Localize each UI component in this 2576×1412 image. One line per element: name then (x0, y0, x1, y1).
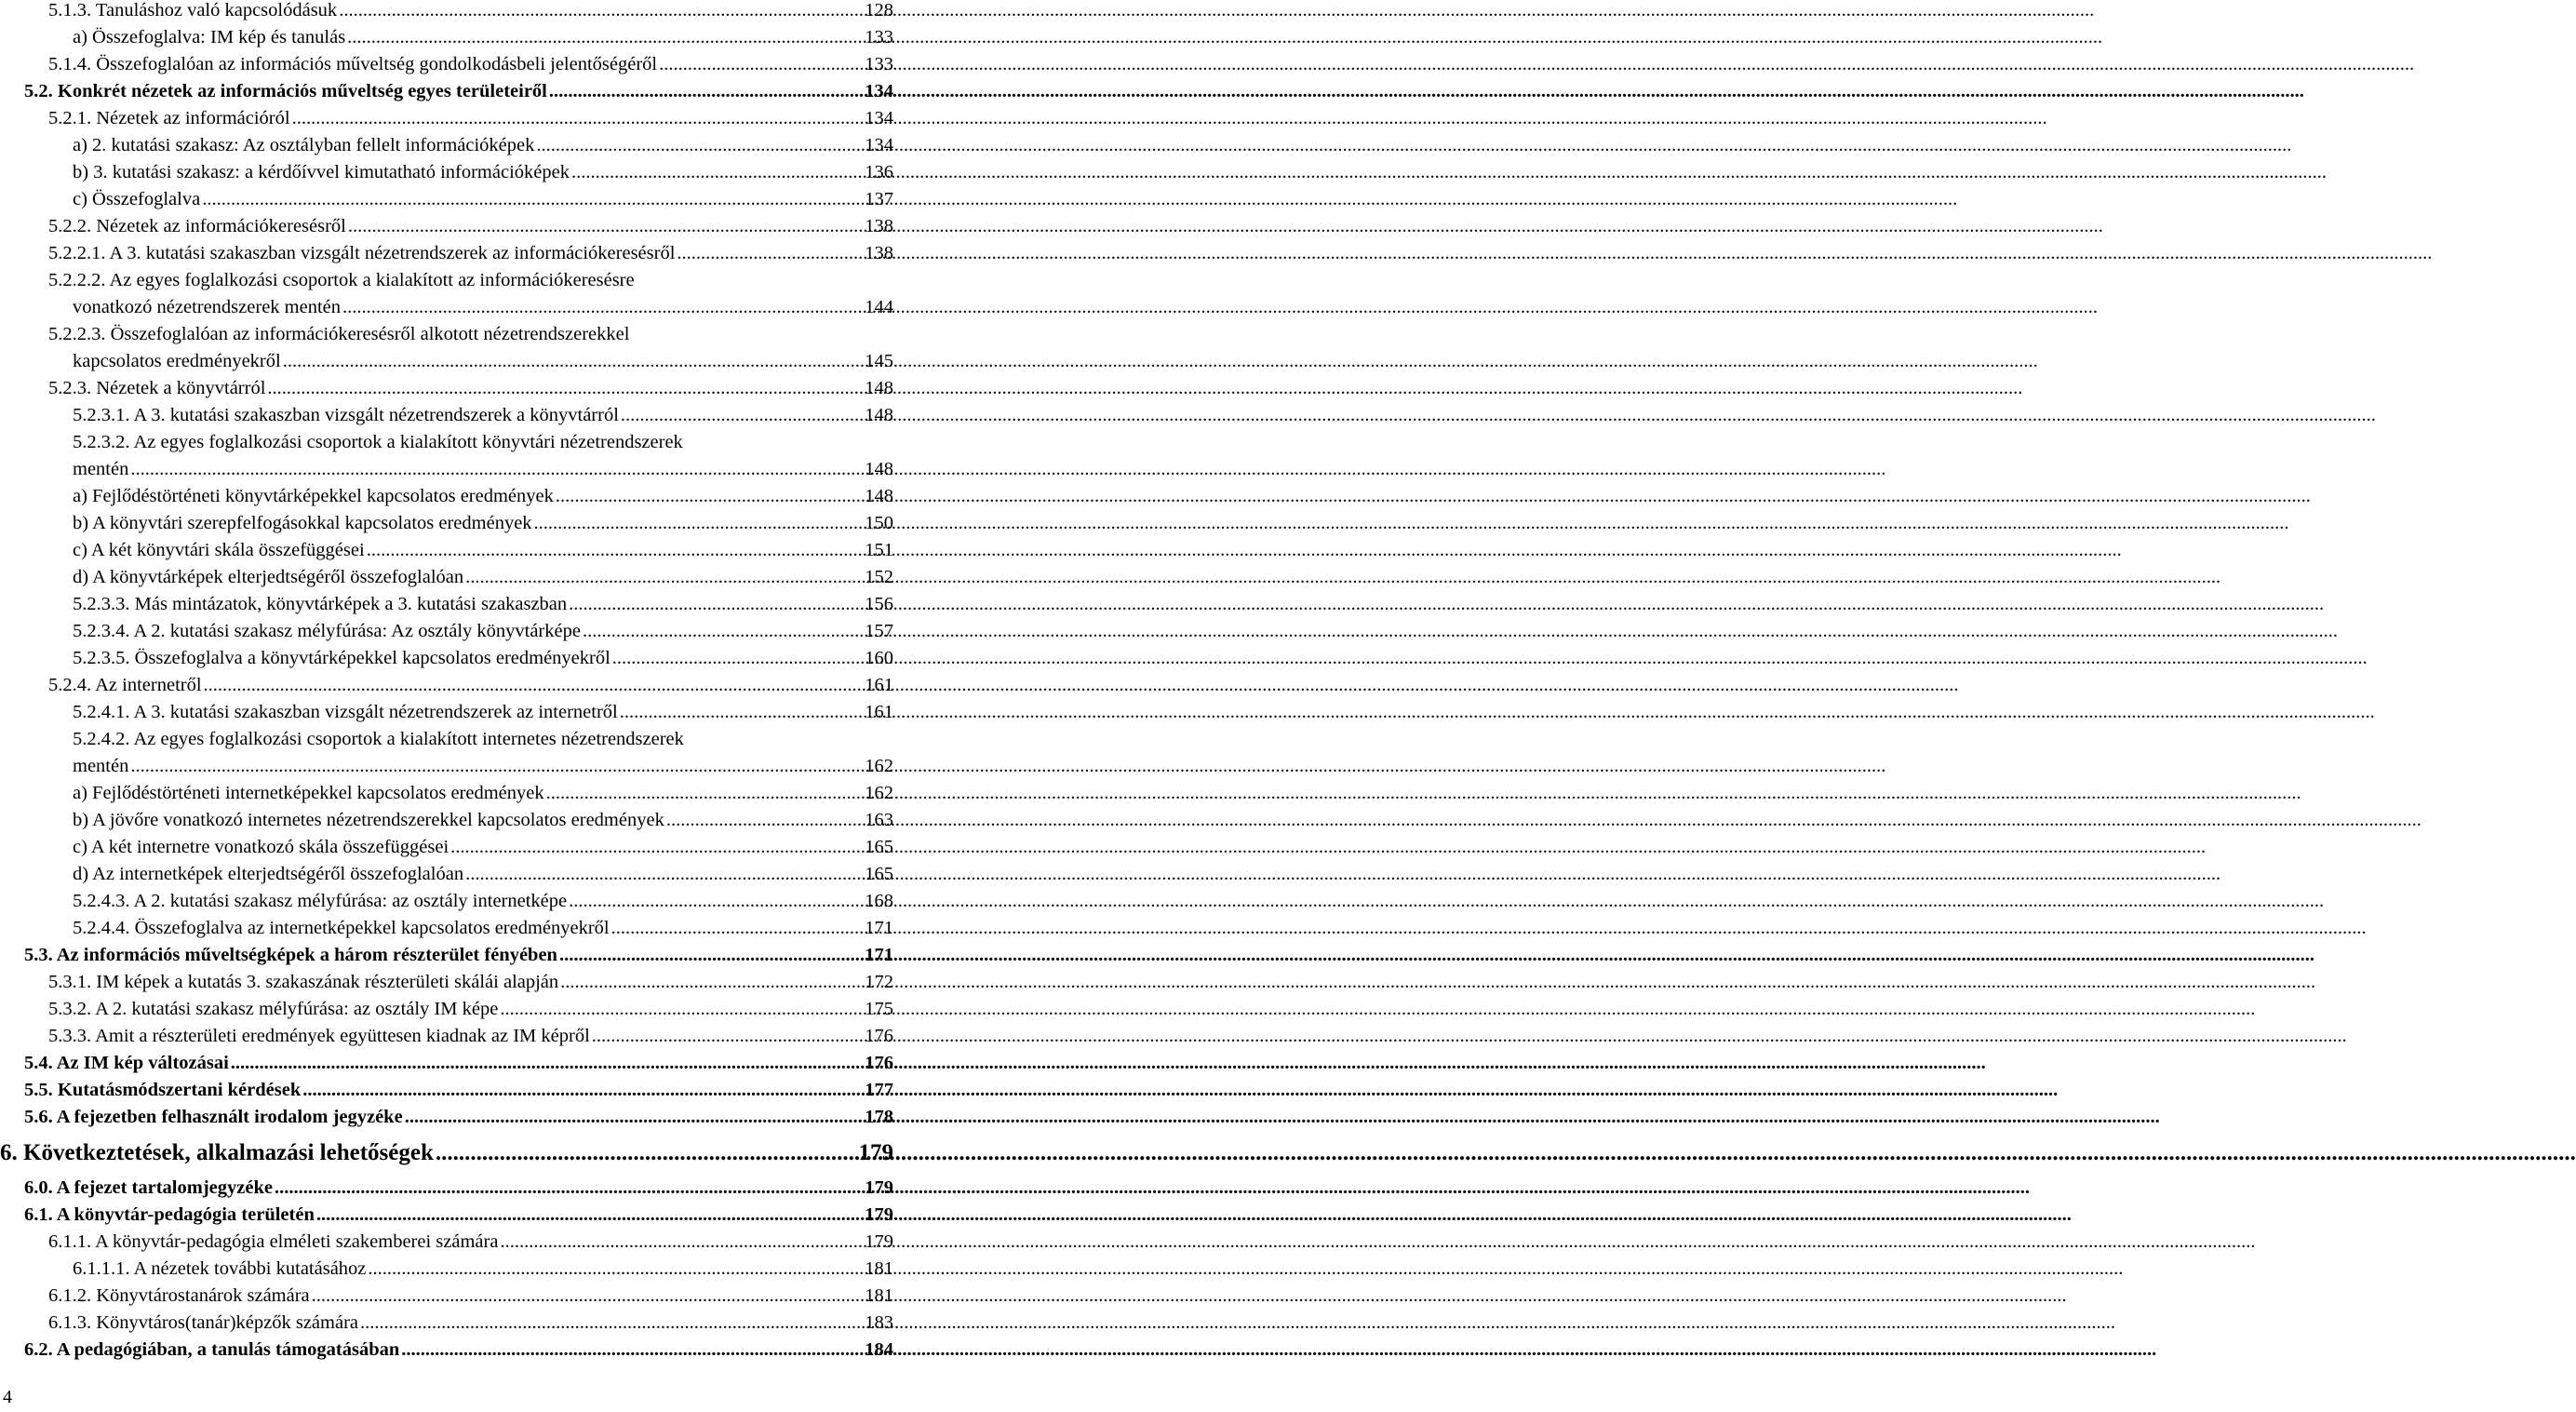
toc-leader-dots (339, 0, 861, 24)
toc-entry[interactable] (73, 24, 893, 51)
toc-leader-dots (569, 888, 861, 915)
toc-page-number: 162 (865, 756, 893, 776)
toc-entry[interactable] (24, 1050, 893, 1077)
toc-leader-dots (571, 159, 861, 186)
toc-leader-dots (130, 753, 861, 780)
toc-page-number: 148 (865, 486, 893, 506)
toc-entry[interactable] (73, 186, 893, 213)
toc-page-number: 165 (865, 864, 893, 884)
toc-entry[interactable] (48, 105, 893, 132)
toc-leader-dots (534, 510, 862, 537)
toc-page-number: 171 (865, 918, 893, 938)
toc-entry-title-continuation: kapcsolatos eredményekről (73, 351, 281, 371)
toc-entry-title: 5.2.3.4. A 2. kutatási szakasz mélyfúrása: Az osztály könyvtárképe (73, 621, 581, 641)
toc-entry-title: 5.2.2.2. Az egyes foglalkozási csoportok a kialakított az információkeresésre (48, 270, 635, 290)
toc-page-number: 151 (865, 540, 893, 560)
toc-entry[interactable] (73, 483, 893, 510)
toc-entry-title: 6.1.1.1. A nézetek további kutatásához (73, 1258, 367, 1279)
toc-leader-dots (267, 375, 861, 402)
toc-entry[interactable] (73, 429, 893, 483)
toc-entry-title: a) Fejlődéstörténeti internetképekkel kapcsolatos eredmények (73, 783, 544, 803)
toc-leader-dots (559, 942, 861, 969)
toc-entry[interactable] (24, 1175, 893, 1202)
toc-entry[interactable] (24, 78, 893, 105)
toc-page-number: 162 (865, 783, 893, 803)
toc-page-number: 175 (865, 999, 893, 1019)
toc-entry-title: 5.4. Az IM kép változásai (24, 1053, 229, 1073)
toc-entry[interactable] (48, 375, 893, 402)
toc-entry[interactable] (73, 159, 893, 186)
toc-entry[interactable] (48, 321, 893, 375)
toc-page-number: 152 (865, 567, 893, 587)
toc-page-number: 148 (865, 378, 893, 398)
toc-leader-dots (283, 348, 862, 375)
toc-entry-title: 5.2.3.2. Az egyes foglalkozási csoportok a kialakított könyvtári nézetrendszerek (73, 432, 683, 452)
toc-page-number: 179 (865, 1231, 893, 1252)
toc-page-number: 134 (865, 135, 893, 155)
toc-entry[interactable] (73, 402, 893, 429)
toc-entry[interactable] (73, 915, 893, 942)
toc-entry-title-continuation: mentén (73, 459, 129, 479)
toc-entry-title: 5.5. Kutatásmódszertani kérdések (24, 1080, 302, 1100)
toc-leader-dots (549, 78, 861, 105)
toc-entry-title: a) Fejlődéstörténeti könyvtárképekkel kapcsolatos eredmények (73, 486, 554, 506)
toc-entry-title: 6.1.1. A könyvtár-pedagógia elméleti szakemberei számára (48, 1231, 499, 1252)
toc-leader-dots (342, 294, 861, 321)
toc-entry-title: c) A két internetre vonatkozó skála összefüggései (73, 837, 449, 857)
toc-entry[interactable] (48, 672, 893, 699)
toc-entry-title: 5.1.4. Összefoglalóan az információs műveltség gondolkodásbeli jelentőségéről (48, 54, 658, 74)
toc-entry-title: 6.1.2. Könyvtárostanárok számára (48, 1285, 310, 1306)
toc-entry[interactable] (73, 510, 893, 537)
toc-leader-dots (611, 915, 862, 942)
toc-leader-dots (620, 699, 862, 726)
toc-page-number: 177 (865, 1080, 893, 1100)
toc-entry-title: 5.2.2.1. A 3. kutatási szakaszban vizsgált nézetrendszerek az információkeresésről (48, 243, 676, 263)
toc-entry-title: a) 2. kutatási szakasz: Az osztályban fellelt információképek (73, 135, 535, 155)
toc-leader-dots (592, 1023, 861, 1050)
toc-leader-dots (405, 1104, 862, 1131)
toc-entry-title: 6.1. A könyvtár-pedagógia területén (24, 1204, 315, 1225)
toc-entry-first-line (48, 321, 893, 348)
toc-page-number: 148 (865, 405, 893, 425)
toc-entry-continuation-line (73, 456, 893, 483)
toc-entry-title: 5.1.3. Tanuláshoz való kapcsolódásuk (48, 0, 338, 20)
toc-entry-title: 5.3.3. Amit a részterületi eredmények együttesen kiadnak az IM képről (48, 1026, 590, 1046)
toc-page-number: 165 (865, 837, 893, 857)
toc-entry[interactable] (48, 240, 893, 267)
toc-leader-dots (348, 213, 861, 240)
toc-leader-dots (302, 1077, 861, 1104)
toc-entry[interactable] (48, 51, 893, 78)
toc-entry-title: 6.2. A pedagógiában, a tanulás támogatásában (24, 1339, 400, 1360)
toc-leader-dots (436, 1138, 855, 1168)
toc-entry-title: 5.2.2.3. Összefoglalóan az információkeresésről alkotott nézetrendszerekkel (48, 324, 630, 344)
toc-entry-title: 5.2.3.5. Összefoglalva a könyvtárképekkel kapcsolatos eredményekről (73, 648, 610, 668)
toc-leader-dots (347, 24, 861, 51)
toc-page-number: 145 (865, 351, 893, 371)
toc-entry-title: 6.1.3. Könyvtáros(tanár)képzők számára (48, 1312, 358, 1333)
toc-leader-dots (659, 51, 861, 78)
toc-entry-title: 5.2.4.3. A 2. kutatási szakasz mélyfúrása: az osztály internetképe (73, 891, 568, 911)
toc-entry-first-line (73, 726, 893, 753)
toc-page-number: 161 (865, 702, 893, 722)
toc-entry-first-line (73, 429, 893, 456)
toc-entry[interactable] (48, 996, 893, 1023)
toc-leader-dots (546, 780, 862, 807)
toc-entry[interactable] (24, 942, 893, 969)
toc-entry[interactable] (73, 861, 893, 888)
toc-page-number: 178 (865, 1107, 893, 1127)
toc-page-number: 157 (865, 621, 893, 641)
toc-entry-title: b) A könyvtári szerepfelfogásokkal kapcsolatos eredmények (73, 513, 532, 533)
toc-entry[interactable] (73, 780, 893, 807)
toc-page-number: 138 (865, 243, 893, 263)
toc-leader-dots (677, 240, 861, 267)
toc-entry-title: b) A jövőre vonatkozó internetes nézetrendszerekkel kapcsolatos eredmények (73, 810, 664, 830)
toc-entry-first-line (48, 267, 893, 294)
toc-entry[interactable] (73, 132, 893, 159)
toc-leader-dots (312, 1283, 862, 1310)
toc-page-number: 171 (865, 945, 893, 965)
toc-entry[interactable] (73, 591, 893, 618)
toc-entry[interactable] (73, 1256, 893, 1283)
toc-leader-dots (368, 1256, 861, 1283)
toc-leader-dots (621, 402, 861, 429)
toc-page-number: 138 (865, 216, 893, 236)
toc-entry[interactable] (73, 888, 893, 915)
toc-page-number: 137 (865, 189, 893, 209)
toc-entry[interactable] (73, 618, 893, 645)
toc-page-number: 179 (858, 1140, 893, 1165)
toc-entry-title: 5.6. A fejezetben felhasznált irodalom jegyzéke (24, 1107, 403, 1127)
toc-entry[interactable] (48, 1283, 893, 1310)
toc-entry[interactable] (48, 0, 893, 24)
toc-entry[interactable] (0, 1138, 893, 1168)
toc-entry-continuation-line (73, 753, 893, 780)
toc-entry-title-continuation: mentén (73, 756, 129, 776)
toc-entry-title: 5.2.2. Nézetek az információkeresésről (48, 216, 346, 236)
toc-leader-dots (500, 996, 861, 1023)
toc-entry-title-continuation: vonatkozó nézetrendszerek mentén (73, 297, 342, 317)
toc-page-number: 133 (865, 54, 893, 74)
toc-entry-title: 5.2.4. Az internetről (48, 675, 202, 695)
toc-page-number: 179 (865, 1204, 893, 1225)
toc-leader-dots (316, 1202, 861, 1229)
toc-entry[interactable] (48, 1229, 893, 1256)
toc-entry[interactable] (73, 726, 893, 780)
toc-page-number: 176 (865, 1053, 893, 1073)
toc-page-number: 183 (865, 1312, 893, 1333)
toc-entry-title: 5.2. Konkrét nézetek az információs műveltség egyes területeiről (24, 81, 547, 101)
toc-entry[interactable] (73, 699, 893, 726)
toc-entry-title: 6. Következtetések, alkalmazási lehetőségek (0, 1140, 434, 1165)
toc-page-number: 163 (865, 810, 893, 830)
toc-entry[interactable] (48, 1310, 893, 1337)
toc-entry-title: 5.2.3.1. A 3. kutatási szakaszban vizsgált nézetrendszerek a könyvtárról (73, 405, 619, 425)
toc-entry[interactable] (24, 1077, 893, 1104)
toc-entry[interactable] (48, 1023, 893, 1050)
toc-entry-title: 5.2.3.3. Más mintázatok, könyvtárképek a 3. kutatási szakaszban (73, 594, 568, 614)
toc-entry[interactable] (48, 267, 893, 321)
toc-page-number: 144 (865, 297, 893, 317)
toc-entry[interactable] (73, 564, 893, 591)
toc-entry[interactable] (73, 807, 893, 834)
toc-page-number: 156 (865, 594, 893, 614)
toc-entry[interactable] (73, 645, 893, 672)
toc-leader-dots (401, 1337, 861, 1364)
toc-entry-continuation-line (73, 294, 893, 321)
toc-entry-title: 5.2.1. Nézetek az információról (48, 108, 290, 128)
toc-entry-title: c) A két könyvtári skála összefüggései (73, 540, 365, 560)
toc-leader-dots (360, 1310, 861, 1337)
toc-entry[interactable] (73, 834, 893, 861)
toc-entry[interactable] (24, 1337, 893, 1364)
toc-entry-title: d) A könyvtárképek elterjedtségéről összefoglalóan (73, 567, 464, 587)
toc-entry[interactable] (73, 537, 893, 564)
toc-leader-dots (666, 807, 861, 834)
toc-page-number: 148 (865, 459, 893, 479)
toc-leader-dots (231, 1050, 861, 1077)
toc-leader-dots (500, 1229, 861, 1256)
toc-page-number: 134 (865, 108, 893, 128)
toc-leader-dots (204, 672, 862, 699)
toc-page-number: 133 (865, 27, 893, 47)
toc-page-number: 181 (865, 1285, 893, 1306)
toc-entry-title: c) Összefoglalva (73, 189, 201, 209)
toc-entry-title: 6.0. A fejezet tartalomjegyzéke (24, 1177, 273, 1198)
toc-page-number: 176 (865, 1026, 893, 1046)
toc-page-number: 161 (865, 675, 893, 695)
toc-page-number: 150 (865, 513, 893, 533)
toc-entry[interactable] (24, 1104, 893, 1131)
page-number: 4 (3, 1387, 12, 1407)
toc-entry-title: d) Az internetképek elterjedtségéről összefoglalóan (73, 864, 464, 884)
toc-entry-title: 5.3.1. IM képek a kutatás 3. szakaszának részterületi skálái alapján (48, 972, 559, 992)
toc-entry[interactable] (48, 213, 893, 240)
toc-entry-title: 5.3. Az információs műveltségképek a három részterület fényében (24, 945, 557, 965)
toc-entry-title: b) 3. kutatási szakasz: a kérdőívvel kimutatható információképek (73, 162, 570, 182)
toc-entry-title: 5.2.4.2. Az egyes foglalkozási csoportok a kialakított internetes nézetrendszerek (73, 729, 684, 749)
toc-page-number: 168 (865, 891, 893, 911)
toc-leader-dots (560, 969, 861, 996)
toc-leader-dots (465, 564, 861, 591)
toc-page-number: 181 (865, 1258, 893, 1279)
toc-page-number: 179 (865, 1177, 893, 1198)
toc-leader-dots (450, 834, 861, 861)
toc-entry-title: 5.3.2. A 2. kutatási szakasz mélyfúrása: az osztály IM képe (48, 999, 499, 1019)
toc-leader-dots (367, 537, 862, 564)
toc-leader-dots (130, 456, 861, 483)
toc-page-number: 136 (865, 162, 893, 182)
toc-leader-dots (583, 618, 861, 645)
toc-leader-dots (292, 105, 862, 132)
toc-entry[interactable] (48, 969, 893, 996)
toc-entry-title: a) Összefoglalva: IM kép és tanulás (73, 27, 346, 47)
toc-leader-dots (569, 591, 861, 618)
toc-entry[interactable] (24, 1202, 893, 1229)
toc-leader-dots (275, 1175, 861, 1202)
toc-page-number: 160 (865, 648, 893, 668)
toc-page-number: 184 (865, 1339, 893, 1360)
toc-entry-continuation-line (73, 348, 893, 375)
toc-leader-dots (202, 186, 861, 213)
toc-page-number: 172 (865, 972, 893, 992)
toc-page-number: 128 (865, 0, 893, 20)
toc-leader-dots (612, 645, 861, 672)
toc-leader-dots (556, 483, 861, 510)
toc-entry-title: 5.2.3. Nézetek a könyvtárról (48, 378, 266, 398)
toc-leader-dots (536, 132, 861, 159)
toc-entry-title: 5.2.4.4. Összefoglalva az internetképekkel kapcsolatos eredményekről (73, 918, 610, 938)
toc-leader-dots (465, 861, 861, 888)
toc-page-number: 134 (865, 81, 893, 101)
toc-entry-title: 5.2.4.1. A 3. kutatási szakaszban vizsgált nézetrendszerek az internetről (73, 702, 618, 722)
